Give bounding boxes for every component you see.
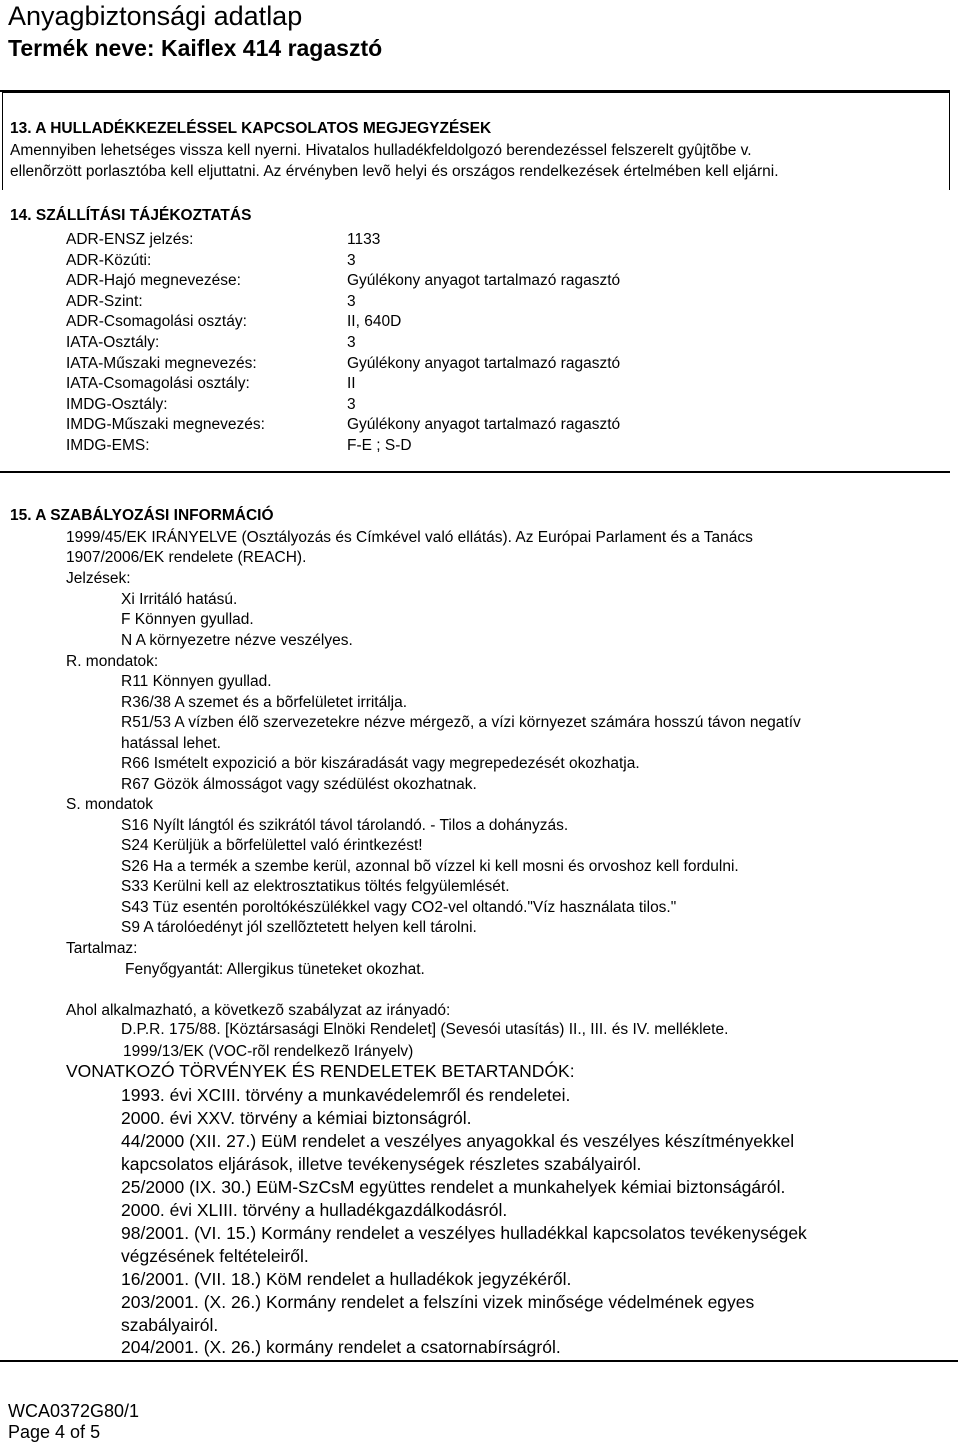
transport-value: 3: [347, 251, 356, 269]
r-phrase: R11 Könnyen gyullad.: [121, 673, 272, 690]
product-label: Termék neve:: [8, 35, 155, 61]
section-14-divider: [0, 471, 950, 473]
r-phrase: R66 Ismételt expozició a bör kiszáradását vagy megrepedezését okozhatja.: [121, 755, 640, 772]
section-14-title: 14. SZÁLLÍTÁSI TÁJÉKOZTATÁS: [10, 207, 252, 224]
law-item: 16/2001. (VII. 18.) KöM rendelet a hulladékok jegyzékéről.: [121, 1269, 572, 1289]
product-name-line: [8, 34, 382, 62]
laws-heading: VONATKOZÓ TÖRVÉNYEK ÉS RENDELETEK BETARTANDÓK:: [66, 1061, 575, 1081]
page-number: Page 4 of 5: [8, 1422, 101, 1442]
transport-value: Gyúlékony anyagot tartalmazó ragasztó: [347, 272, 621, 290]
law-item-continued: szabályairól.: [121, 1315, 219, 1335]
r-phrase: R51/53 A vízben élõ szervezetekre nézve mérgezõ, a vízi környezet számára hosszú távon negatív: [121, 714, 801, 731]
law-item: 2000. évi XXV. törvény a kémiai biztonságról.: [121, 1108, 472, 1128]
law-item: 203/2001. (X. 26.) Kormány rendelet a felszíni vizek minősége védelmének egyes: [121, 1292, 755, 1312]
r-phrase: R67 Gözök álmosságot vagy szédülést okozhatnak.: [121, 776, 477, 793]
regulation-intro-1: 1999/45/EK IRÁNYELVE (Osztályozás és Címkével való ellátás). Az Európai Parlament és a Tanács: [66, 529, 753, 546]
applicable-regulation-label: Ahol alkalmazható, a következõ szabályzat az irányadó:: [66, 1002, 451, 1019]
law-item: 2000. évi XLIII. törvény a hulladékgazdálkodásról.: [121, 1200, 508, 1220]
s-phrase: S9 A tárolóedényt jól szellõztetett helyen kell tárolni.: [121, 919, 477, 936]
r-phrase-continued: hatással lehet.: [121, 735, 221, 752]
transport-value: F-E ; S-D: [347, 437, 412, 454]
s-phrases-label: S. mondatok: [66, 796, 154, 813]
transport-value: 1133: [347, 231, 381, 248]
law-item-continued: kapcsolatos eljárások, illetve tevékenységek részletes szabályairól.: [121, 1154, 642, 1174]
transport-label: ADR-Közúti:: [66, 251, 152, 269]
transport-value: II, 640D: [347, 313, 402, 331]
jelzes-item: N A környezetre nézve veszélyes.: [121, 632, 353, 649]
law-item: 204/2001. (X. 26.) kormány rendelet a csatornabírságról.: [121, 1337, 561, 1357]
transport-value: 3: [347, 292, 356, 310]
transport-value: Gyúlékony anyagot tartalmazó ragasztó: [347, 416, 621, 434]
s-phrase: S16 Nyílt lángtól és szikrától távol tárolandó. - Tilos a dohányzás.: [121, 817, 569, 834]
transport-label: IMDG-EMS:: [66, 437, 150, 454]
r-phrase: R36/38 A szemet és a bõrfelületet irritálja.: [121, 694, 408, 711]
footer-divider: [0, 1360, 958, 1362]
transport-label: IMDG-Műszaki megnevezés:: [66, 416, 265, 434]
product-name: Kaiflex 414 ragasztó: [160, 35, 383, 61]
r-phrases-label: R. mondatok:: [66, 653, 159, 670]
transport-label: IMDG-Osztály:: [66, 395, 168, 413]
applicable-regulation: D.P.R. 175/88. [Köztársasági Elnöki Rendelet] (Sevesói utasítás) II., III. és IV. melléklete.: [121, 1021, 729, 1038]
transport-label: IATA-Osztály:: [66, 334, 160, 351]
s-phrase: S24 Kerüljük a bõrfelülettel való érintkezést!: [121, 837, 423, 854]
document-code: WCA0372G80/1: [8, 1401, 140, 1421]
transport-label: IATA-Csomagolási osztály:: [66, 375, 250, 393]
law-item-continued: végzésének feltételeiről.: [121, 1246, 309, 1266]
transport-label: IATA-Műszaki megnevezés:: [66, 354, 257, 372]
law-item: 44/2000 (XII. 27.) EüM rendelet a veszélyes anyagokkal és veszélyes készítményekkel: [121, 1131, 795, 1151]
tartalmaz-label: Tartalmaz:: [66, 940, 138, 957]
section-13-line-1: Amennyiben lehetséges vissza kell nyerni. Hivatalos hulladékfeldolgozó berendezéssel felszerelt gyûjtõbe v.: [10, 142, 752, 159]
law-item: 98/2001. (VI. 15.) Kormány rendelet a veszélyes hulladékkal kapcsolatos tevékenységek: [121, 1223, 807, 1243]
tartalmaz-value: Fenyőgyantát: Allergikus tüneteket okozhat.: [125, 961, 425, 978]
document-title: Anyagbiztonsági adatlap: [8, 1, 303, 31]
transport-label: ADR-Csomagolási osztáy:: [66, 313, 247, 331]
section-15-title: 15. A SZABÁLYOZÁSI INFORMÁCIÓ: [10, 507, 274, 524]
s-phrase: S33 Kerülni kell az elektrosztatikus töltés felgyülemlését.: [121, 878, 510, 895]
section-13-line-2: ellenõrzött porlasztóba kell eljuttatni. Az érvényben levõ helyi és országos rendelkezések értelmében kell eljárni.: [10, 163, 779, 180]
s-phrase: S43 Tüz esentén poroltókészülékkel vagy CO2-vel oltandó."Víz használata tilos.": [121, 899, 677, 916]
jelzes-item: F Könnyen gyullad.: [121, 611, 254, 628]
jelzesek-label: Jelzések:: [66, 570, 131, 587]
transport-label: ADR-ENSZ jelzés:: [66, 231, 194, 248]
law-item: 1993. évi XCIII. törvény a munkavédelemről és rendeletei.: [121, 1085, 571, 1105]
law-item: 25/2000 (IX. 30.) EüM-SzCsM együttes rendelet a munkahelyek kémiai biztonságáról.: [121, 1177, 786, 1197]
transport-value: 3: [347, 395, 356, 413]
transport-value: 3: [347, 334, 356, 351]
transport-value: II: [347, 375, 356, 393]
applicable-regulation: 1999/13/EK (VOC-rõl rendelkezõ Irányelv): [123, 1043, 414, 1060]
transport-value: Gyúlékony anyagot tartalmazó ragasztó: [347, 354, 621, 372]
regulation-intro-2: 1907/2006/EK rendelete (REACH).: [66, 549, 307, 566]
transport-label: ADR-Hajó megnevezése:: [66, 272, 241, 290]
section-13-title: 13. A HULLADÉKKEZELÉSSEL KAPCSOLATOS MEGJEGYZÉSEK: [10, 120, 492, 137]
transport-label: ADR-Szint:: [66, 292, 143, 310]
jelzes-item: Xi Irritáló hatású.: [121, 591, 238, 608]
s-phrase: S26 Ha a termék a szembe kerül, azonnal bõ vízzel ki kell mosni és orvoshoz kell fordulni.: [121, 858, 739, 875]
